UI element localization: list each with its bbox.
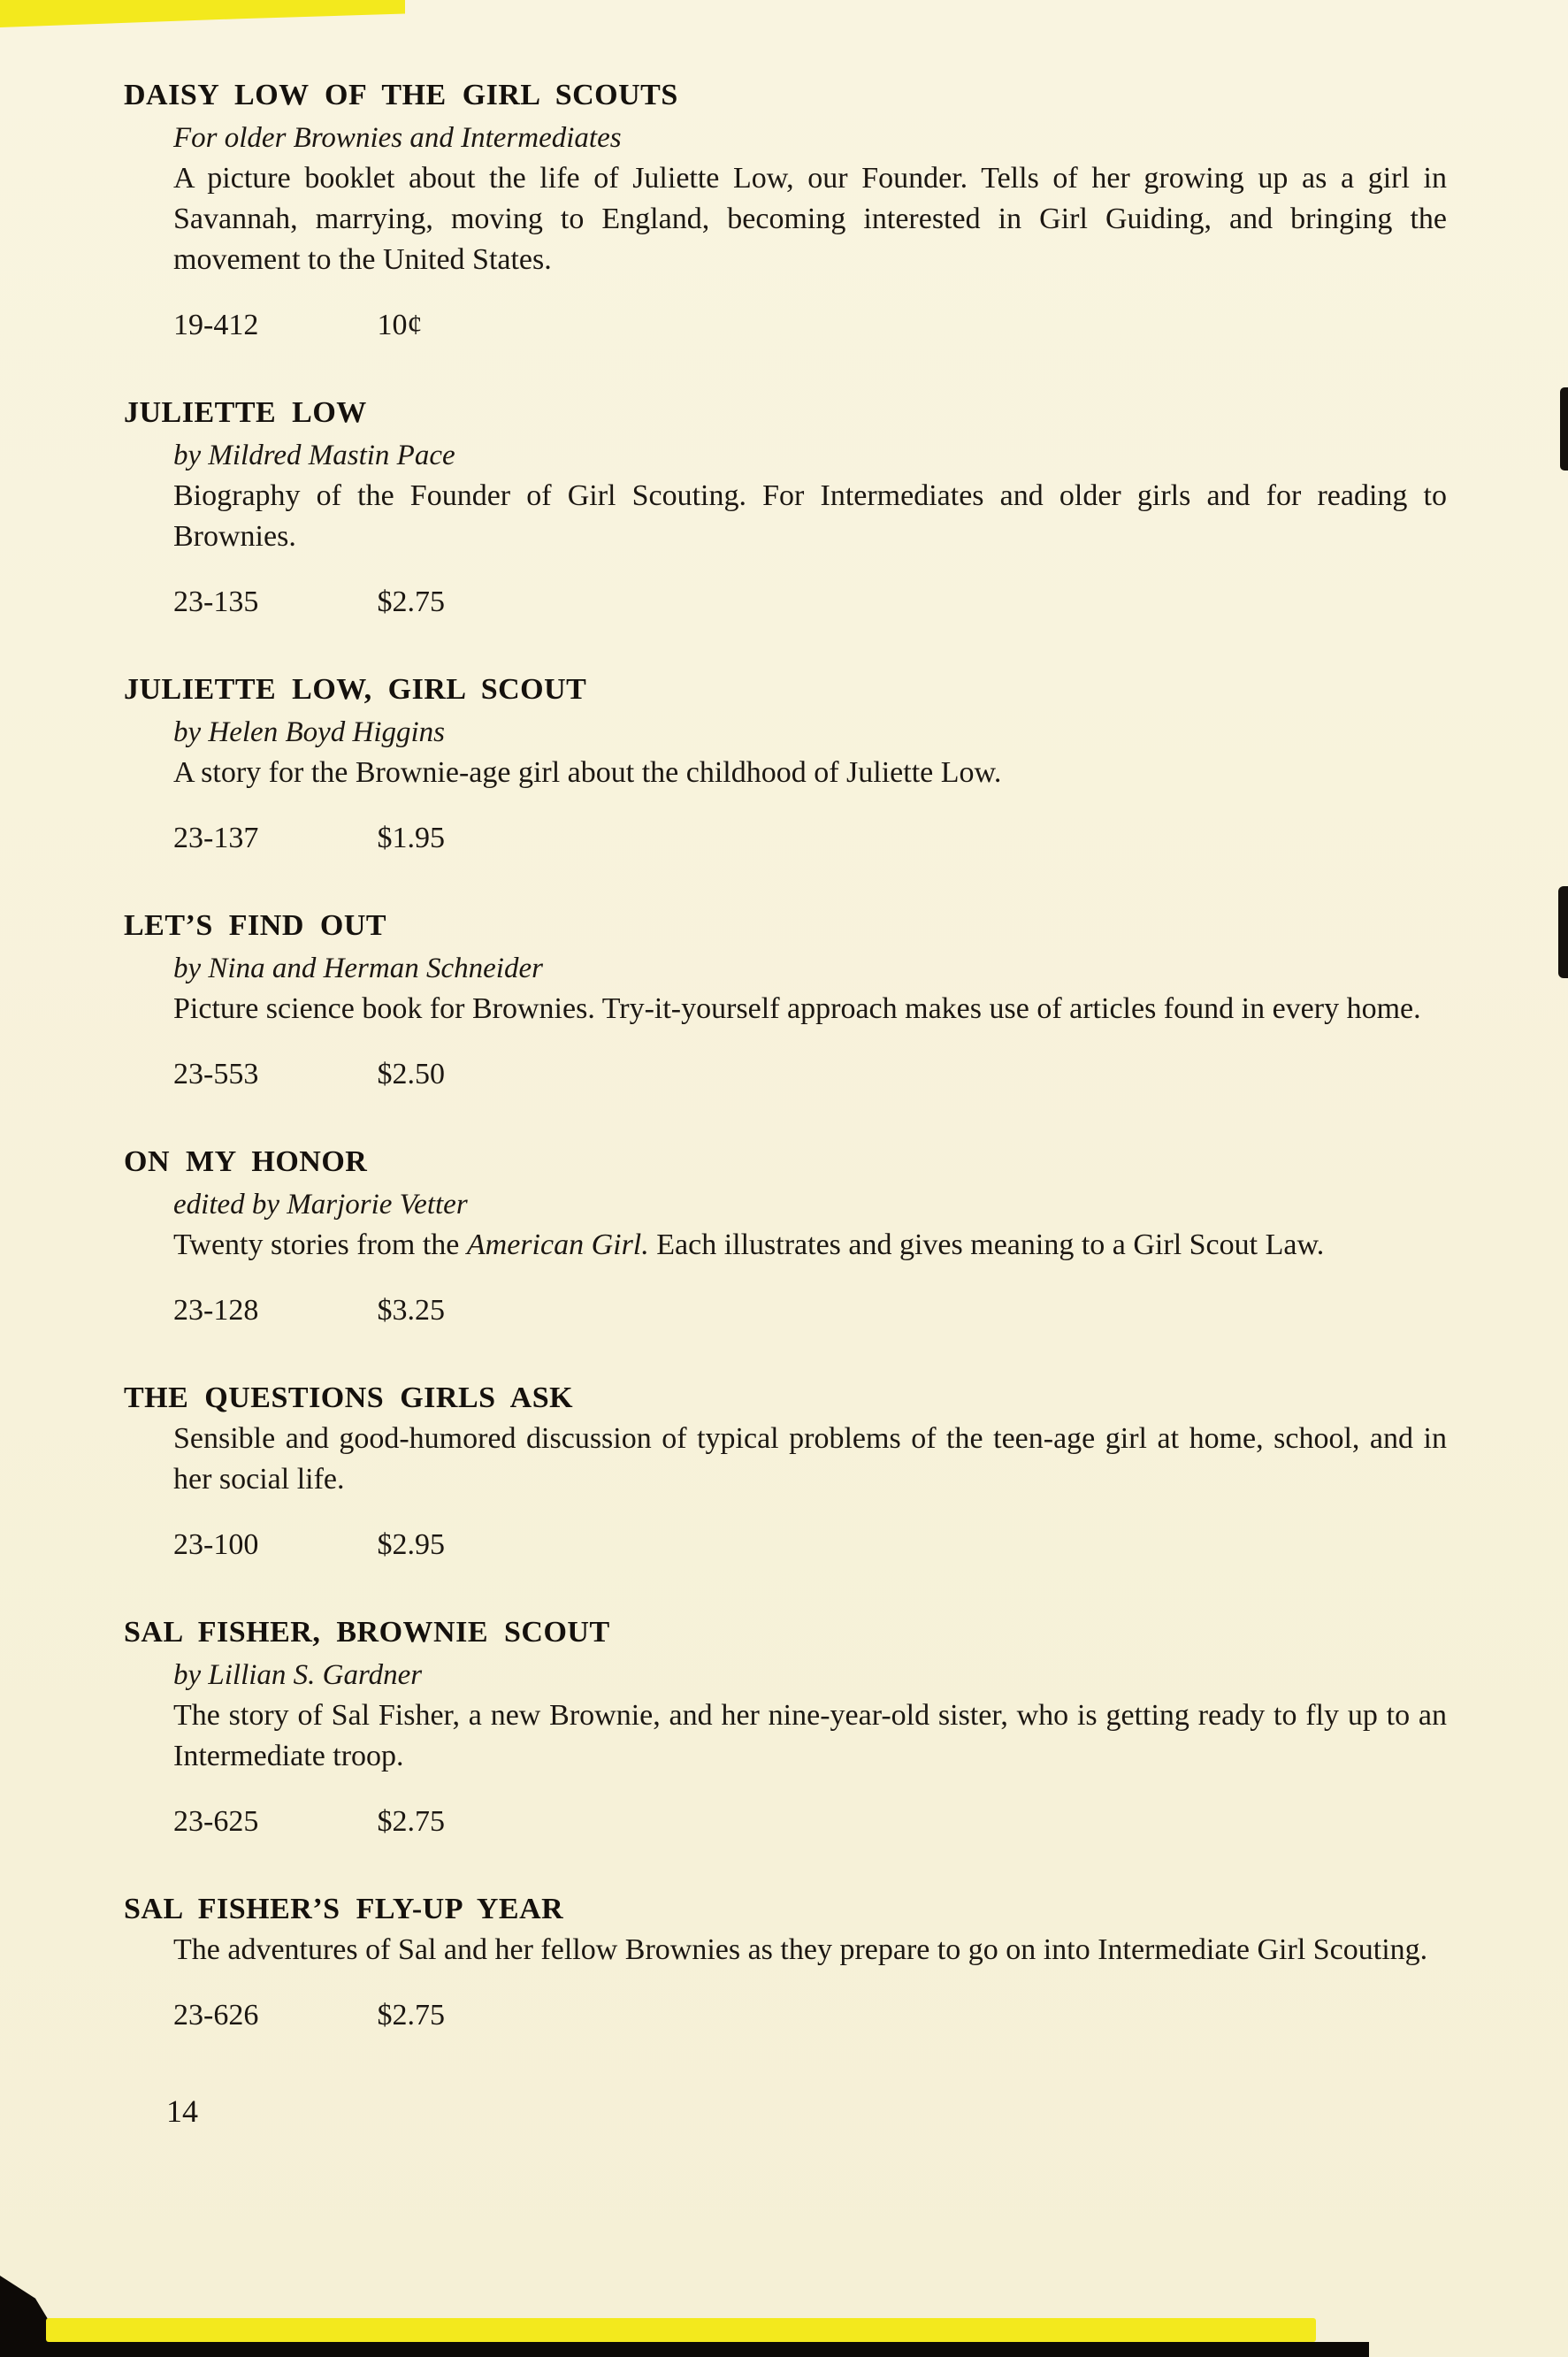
book-title: JULIETTE LOW, GIRL SCOUT (124, 673, 587, 706)
scan-mark-right-lower (1558, 886, 1568, 978)
book-entry (124, 1377, 1450, 1565)
price: $3.25 (377, 1294, 445, 1327)
scan-artifact-yellow-top (0, 0, 405, 27)
book-entry (124, 1888, 1450, 2036)
book-code-line (173, 1290, 1450, 1331)
catalog-number: 23-128 (173, 1294, 259, 1327)
book-byline: by Lillian S. Gardner (173, 1659, 423, 1691)
book-code-line (173, 582, 1450, 623)
book-code-line (173, 818, 1450, 859)
book-description: A picture booklet about the life of Juliette Low, our Founder. Tells of her growing up as a girl in Savannah, marrying, moving to England, becoming interested in Girl Guiding, and bringing the movement to the United States. (173, 162, 1447, 276)
book-entry (124, 1141, 1450, 1331)
book-description: Sensible and good-humored discussion of typical problems of the teen-age girl at home, school, and in her social life. (173, 1422, 1447, 1496)
book-entry (124, 669, 1450, 859)
catalog-number: 23-135 (173, 585, 259, 618)
price: $2.75 (377, 1805, 445, 1838)
price: $2.75 (377, 1999, 445, 2032)
price: $1.95 (377, 822, 445, 854)
scan-artifact-black-bottom (0, 2342, 1369, 2357)
page-content (124, 74, 1450, 2131)
book-description: Biography of the Founder of Girl Scouting. For Intermediates and older girls and for reading to Brownies. (173, 479, 1447, 553)
book-byline: edited by Marjorie Vetter (173, 1189, 468, 1221)
book-description: A story for the Brownie-age girl about the childhood of Juliette Low. (173, 756, 1002, 789)
price: $2.95 (377, 1528, 445, 1561)
book-title: SAL FISHER, BROWNIE SCOUT (124, 1616, 610, 1649)
page-number: 14 (166, 2093, 198, 2129)
catalog-number: 23-553 (173, 1058, 259, 1090)
book-title: LET’S FIND OUT (124, 909, 387, 942)
book-code-line (173, 1054, 1450, 1095)
book-code-line (173, 305, 1450, 346)
scan-artifact-yellow-bottom (46, 2318, 1316, 2342)
book-code-line (173, 1525, 1450, 1565)
book-title: SAL FISHER’S FLY-UP YEAR (124, 1893, 564, 1925)
catalog-number: 23-626 (173, 1999, 259, 2032)
book-byline: by Nina and Herman Schneider (173, 953, 543, 984)
book-title: ON MY HONOR (124, 1145, 368, 1178)
book-description: The adventures of Sal and her fellow Brownies as they prepare to go on into Intermediate Girl Scouting. (173, 1933, 1428, 1966)
book-byline: by Mildred Mastin Pace (173, 440, 455, 471)
book-entry (124, 1611, 1450, 1842)
price: 10¢ (377, 309, 423, 341)
book-entry (124, 74, 1450, 346)
book-byline: For older Brownies and Intermediates (173, 122, 622, 154)
catalog-number: 23-137 (173, 822, 259, 854)
book-description (173, 1225, 1447, 1266)
desc-segment: Twenty stories from the (173, 1228, 467, 1261)
price: $2.50 (377, 1058, 445, 1090)
book-description: Picture science book for Brownies. Try-it-yourself approach makes use of articles found in every home. (173, 992, 1421, 1025)
price: $2.75 (377, 585, 445, 618)
catalog-number: 23-625 (173, 1805, 259, 1838)
book-title: DAISY LOW OF THE GIRL SCOUTS (124, 79, 678, 111)
book-entry (124, 392, 1450, 623)
scan-mark-right-upper (1560, 387, 1568, 471)
catalog-number: 19-412 (173, 309, 259, 341)
book-code-line (173, 1995, 1450, 2036)
desc-segment: Each illustrates and gives meaning to a Girl Scout Law. (648, 1228, 1325, 1261)
book-title: JULIETTE LOW (124, 396, 367, 429)
book-byline: by Helen Boyd Higgins (173, 716, 446, 748)
catalog-number: 23-100 (173, 1528, 259, 1561)
italic-phrase: American Girl. (466, 1228, 649, 1261)
book-code-line (173, 1802, 1450, 1842)
book-description: The story of Sal Fisher, a new Brownie, and her nine-year-old sister, who is getting ready to fly up to an Intermediate troop. (173, 1699, 1447, 1772)
book-title: THE QUESTIONS GIRLS ASK (124, 1381, 574, 1414)
book-entry (124, 905, 1450, 1095)
